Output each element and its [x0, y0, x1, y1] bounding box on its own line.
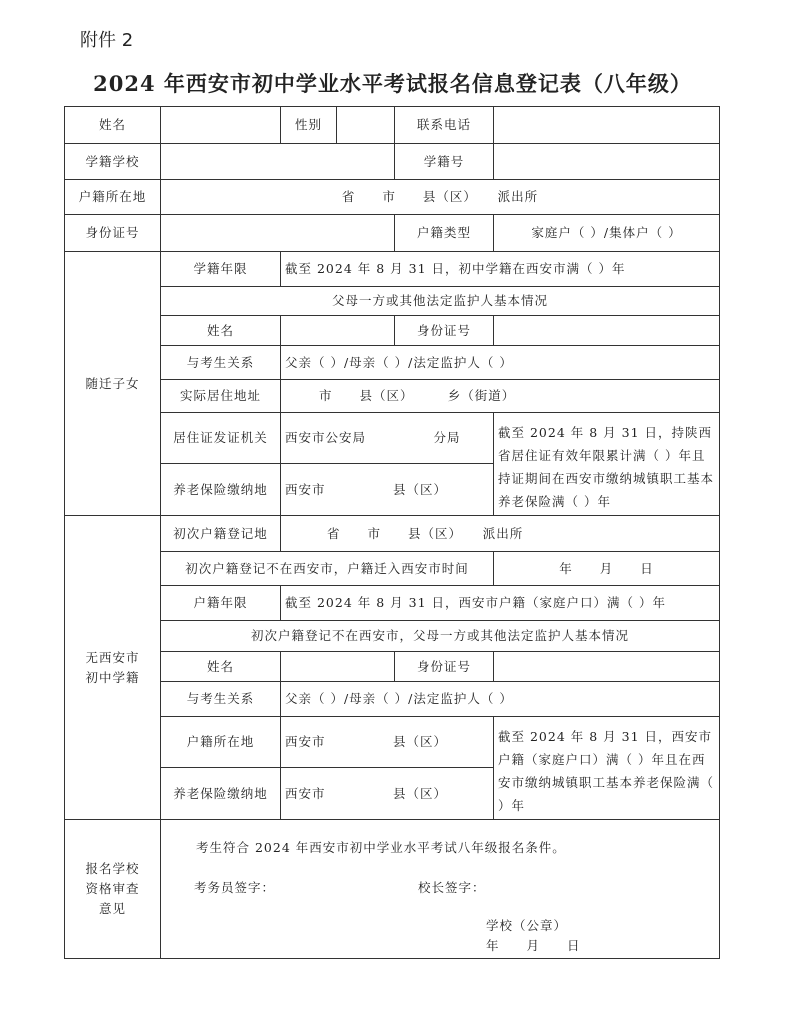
- no-status-relation-label: 与考生关系: [160, 681, 281, 717]
- id-no-field[interactable]: [160, 214, 395, 252]
- migrant-relation-field[interactable]: 父亲（ ）/母亲（ ）/法定监护人（ ）: [280, 345, 720, 380]
- clerk-signature[interactable]: 考务员签字：: [194, 880, 276, 895]
- first-registration-label: 初次户籍登记地: [160, 515, 281, 552]
- no-status-guardian-id-field[interactable]: [493, 651, 720, 682]
- attachment-label: 附件 2: [80, 30, 134, 51]
- school-seal: 学校（公章）: [486, 918, 568, 933]
- student-no-label: 学籍号: [394, 143, 494, 180]
- migrant-guardian-heading: 父母一方或其他法定监护人基本情况: [160, 286, 720, 316]
- no-status-relation-field[interactable]: 父亲（ ）/母亲（ ）/法定监护人（ ）: [280, 681, 720, 717]
- no-status-household-location-label: 户籍所在地: [160, 716, 281, 768]
- permit-note: 截至 2024 年 8 月 31 日，持陕西省居住证有效年限累计满（ ）年且持证期间在西安市缴纳城镇职工基本养老保险满（ ）年: [493, 412, 720, 516]
- household-note: 截至 2024 年 8 月 31 日，西安市户籍（家庭户口）满（ ）年且在西安市缴纳城镇职工基本养老保险满（ ）年: [493, 716, 720, 820]
- review-section-label: [64, 819, 161, 959]
- name-label: 姓名: [64, 106, 161, 144]
- migrant-pension-label: 养老保险缴纳地: [160, 463, 281, 516]
- no-status-pension-label: 养老保险缴纳地: [160, 767, 281, 820]
- form-title: 2024 年西安市初中学业水平考试报名信息登记表（八年级）: [93, 71, 692, 96]
- name-field[interactable]: [160, 106, 281, 144]
- permit-office-label: 居住证发证机关: [160, 412, 281, 464]
- move-in-date-field[interactable]: 年 月 日: [493, 551, 720, 586]
- household-years-label: 户籍年限: [160, 585, 281, 621]
- permit-office-field[interactable]: 西安市公安局 分局: [280, 412, 494, 464]
- school-label: 学籍学校: [64, 143, 161, 180]
- principal-signature[interactable]: 校长签字：: [418, 880, 486, 895]
- review-statement: 考生符合 2024 年西安市初中学业水平考试八年级报名条件。: [196, 840, 566, 855]
- household-location-field[interactable]: 省 市 县（区） 派出所: [160, 179, 720, 215]
- phone-field[interactable]: [493, 106, 720, 144]
- no-status-pension-field[interactable]: 西安市 县（区）: [280, 767, 494, 820]
- household-type-field[interactable]: 家庭户（ ）/集体户（ ）: [493, 214, 720, 252]
- migrant-pension-field[interactable]: 西安市 县（区）: [280, 463, 494, 516]
- review-date[interactable]: 年 月 日: [486, 938, 581, 953]
- migrant-section-label: 随迁子女: [64, 251, 161, 516]
- household-location-label: 户籍所在地: [64, 179, 161, 215]
- review-label-line-2: 资格审查: [85, 881, 140, 896]
- no-status-guardian-heading: 初次户籍登记不在西安市，父母一方或其他法定监护人基本情况: [160, 620, 720, 652]
- no-status-guardian-name-label: 姓名: [160, 651, 281, 682]
- migrant-status-years-field[interactable]: 截至 2024 年 8 月 31 日，初中学籍在西安市满（ ）年: [280, 251, 720, 287]
- student-no-field[interactable]: [493, 143, 720, 180]
- migrant-address-label: 实际居住地址: [160, 379, 281, 413]
- no-status-label-line-2: 初中学籍: [85, 669, 140, 685]
- no-status-label-line-1: 无西安市: [85, 649, 140, 665]
- migrant-guardian-id-field[interactable]: [493, 315, 720, 346]
- move-in-label: 初次户籍登记不在西安市，户籍迁入西安市时间: [160, 551, 494, 586]
- no-status-section-label: [64, 515, 161, 820]
- no-status-household-location-field[interactable]: 西安市 县（区）: [280, 716, 494, 768]
- review-label-line-3: 意见: [98, 901, 126, 916]
- phone-label: 联系电话: [394, 106, 494, 144]
- migrant-guardian-id-label: 身份证号: [394, 315, 494, 346]
- no-status-guardian-name-field[interactable]: [280, 651, 395, 682]
- migrant-relation-label: 与考生关系: [160, 345, 281, 380]
- first-registration-field[interactable]: 省 市 县（区） 派出所: [280, 515, 720, 552]
- household-years-field[interactable]: 截至 2024 年 8 月 31 日，西安市户籍（家庭户口）满（ ）年: [280, 585, 720, 621]
- review-label-line-1: 报名学校: [85, 861, 140, 876]
- migrant-guardian-name-label: 姓名: [160, 315, 281, 346]
- no-status-guardian-id-label: 身份证号: [394, 651, 494, 682]
- migrant-guardian-name-field[interactable]: [280, 315, 395, 346]
- household-type-label: 户籍类型: [394, 214, 494, 252]
- school-field[interactable]: [160, 143, 395, 180]
- migrant-status-years-label: 学籍年限: [160, 251, 281, 287]
- gender-label: 性别: [280, 106, 337, 144]
- gender-field[interactable]: [336, 106, 395, 144]
- id-no-label: 身份证号: [64, 214, 161, 252]
- migrant-address-field[interactable]: 市 县（区） 乡（街道）: [280, 379, 720, 413]
